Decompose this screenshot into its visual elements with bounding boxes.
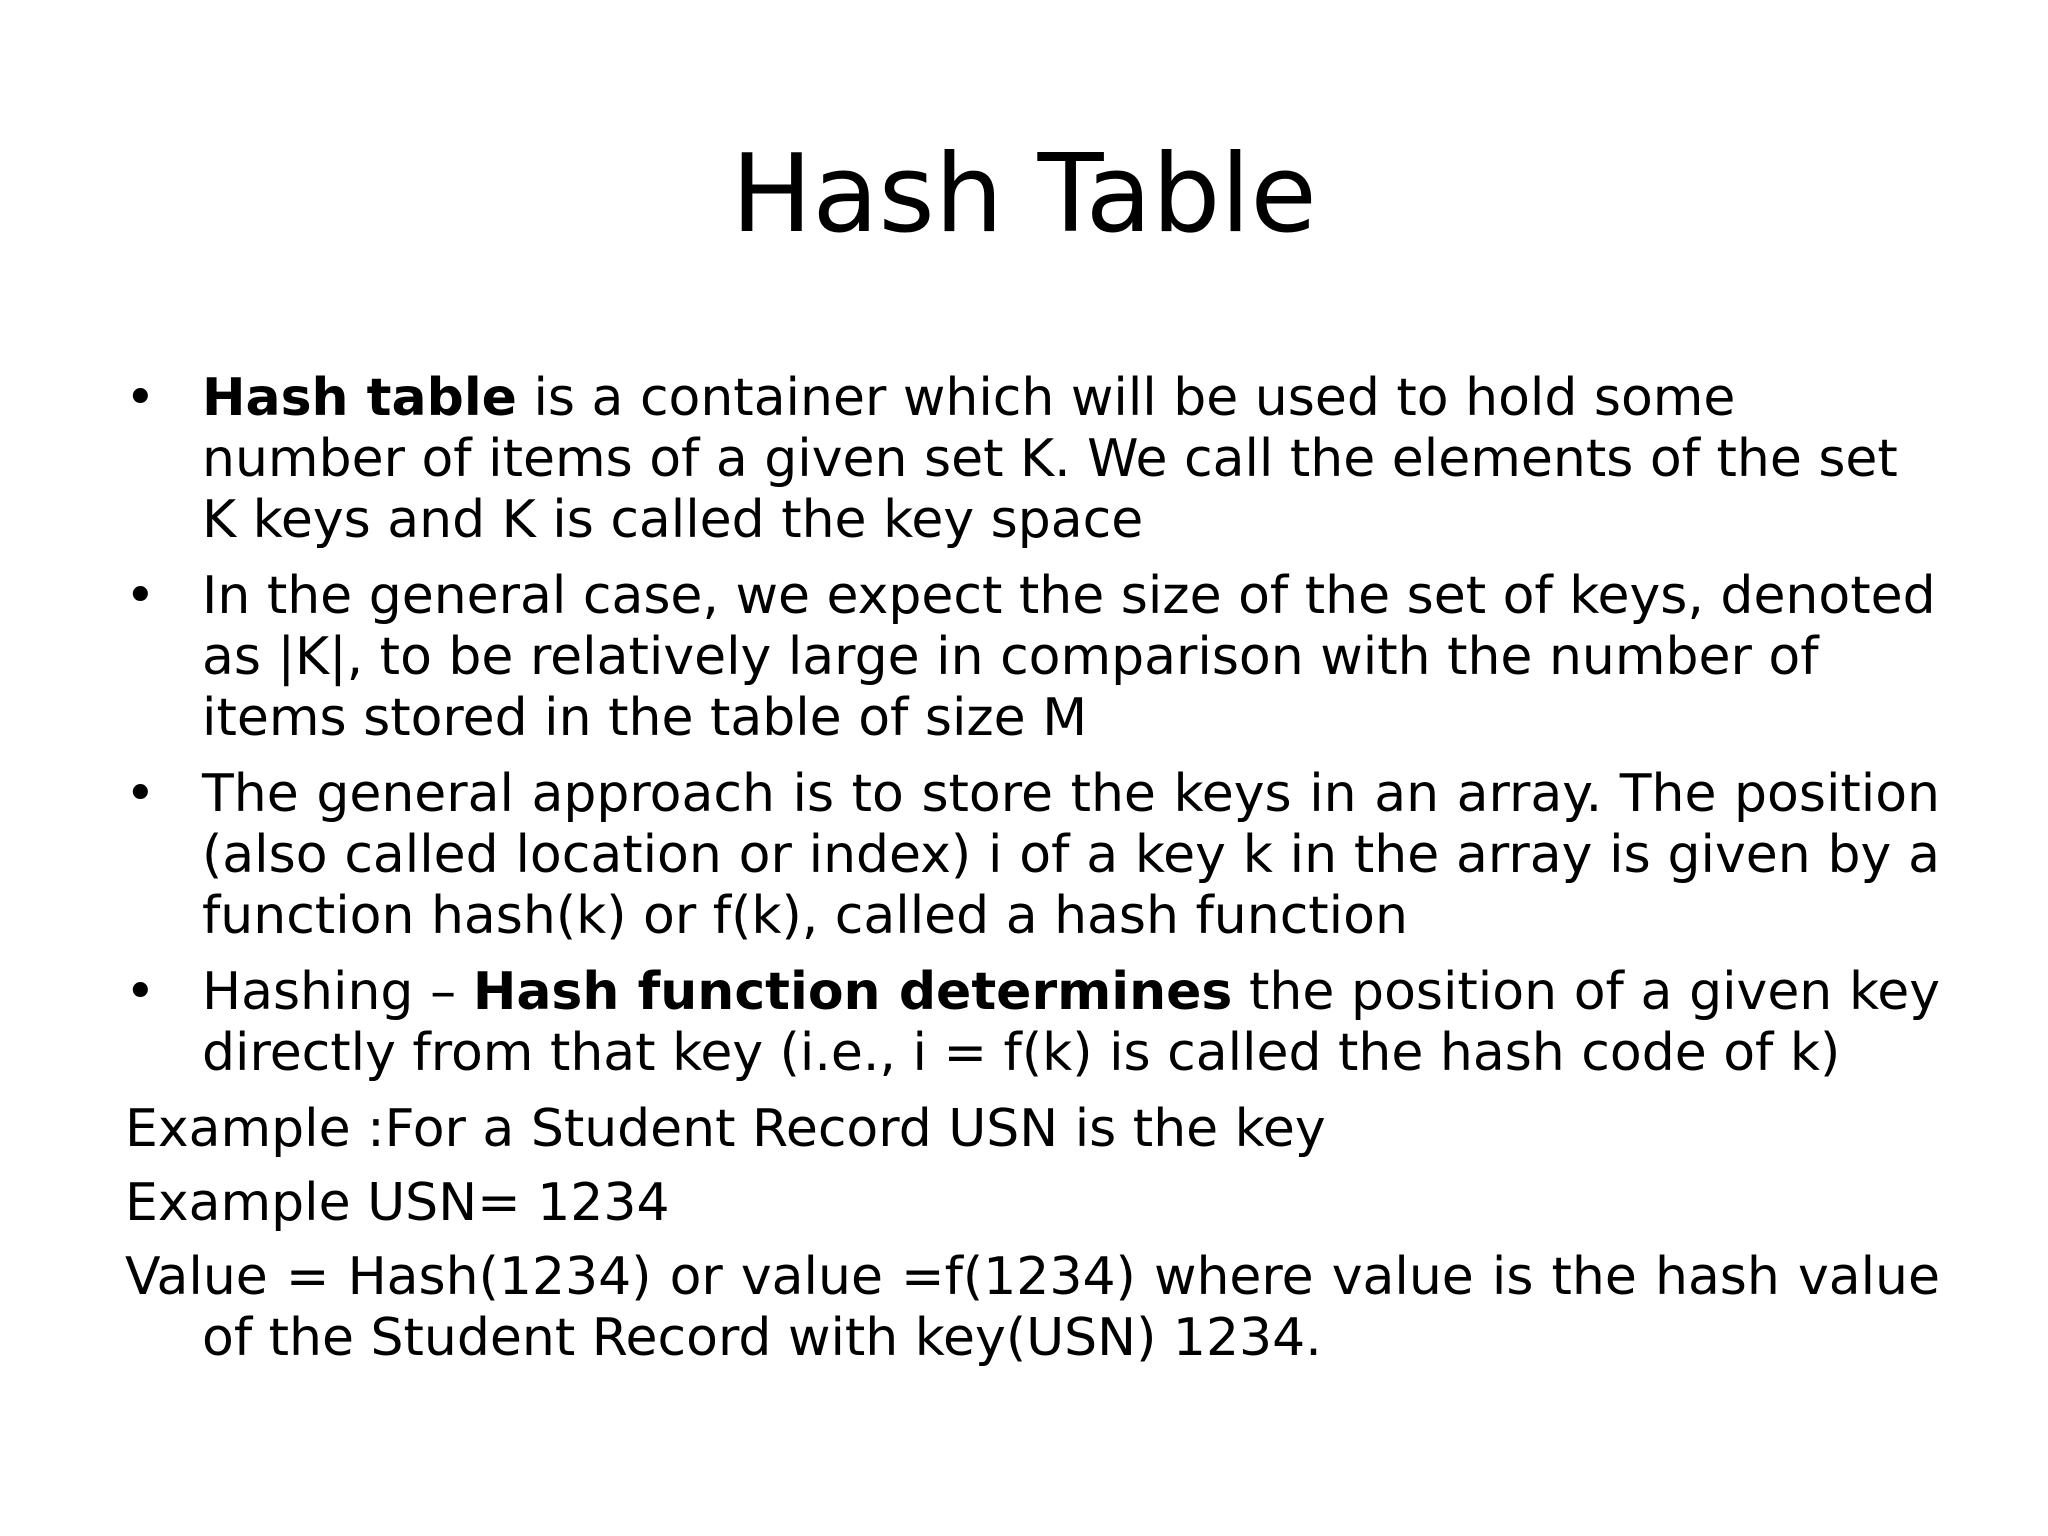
bullet-item: [125, 368, 1940, 551]
bullet-item: [125, 566, 1940, 749]
bullet-icon: •: [125, 764, 156, 824]
bullet-prefix: Hashing –: [202, 962, 473, 1022]
bullet-icon: •: [125, 962, 156, 1022]
bullet-body: the position of a given key directly from that key (i.e., i = f(k) is called the hash code of k): [202, 962, 1940, 1083]
bullet-text: [202, 368, 1940, 551]
bullet-text: In the general case, we expect the size of the set of keys, denoted as |K|, to be relatively large in comparison with the number of items stored in the table of size M: [202, 566, 1936, 748]
bullet-text: The general approach is to store the keys in an array. The position (also called location or index) i of a key k in the array is given by a function hash(k) or f(k), called a hash function: [202, 764, 1940, 946]
bold-term: Hash table: [202, 368, 517, 428]
example-line: Value = Hash(1234) or value =f(1234) where value is the hash value of the Student Record with key(USN) 1234.: [125, 1247, 1940, 1368]
bullet-item: [125, 764, 1940, 947]
bullet-icon: •: [125, 368, 156, 428]
example-line: Example USN= 1234: [125, 1173, 670, 1233]
example-line: Example :For a Student Record USN is the key: [125, 1099, 1326, 1159]
slide-title: Hash Table: [731, 132, 1317, 257]
slide-body: [125, 368, 1940, 1369]
bullet-icon: •: [125, 566, 156, 626]
bold-term: Hash function determines: [472, 962, 1233, 1022]
bullet-item: [125, 962, 1940, 1084]
bullet-body: is a container which will be used to hold some number of items of a given set K. We call the elements of the set K keys and K is called the key space: [202, 368, 1898, 550]
bullet-text: [202, 962, 1940, 1084]
